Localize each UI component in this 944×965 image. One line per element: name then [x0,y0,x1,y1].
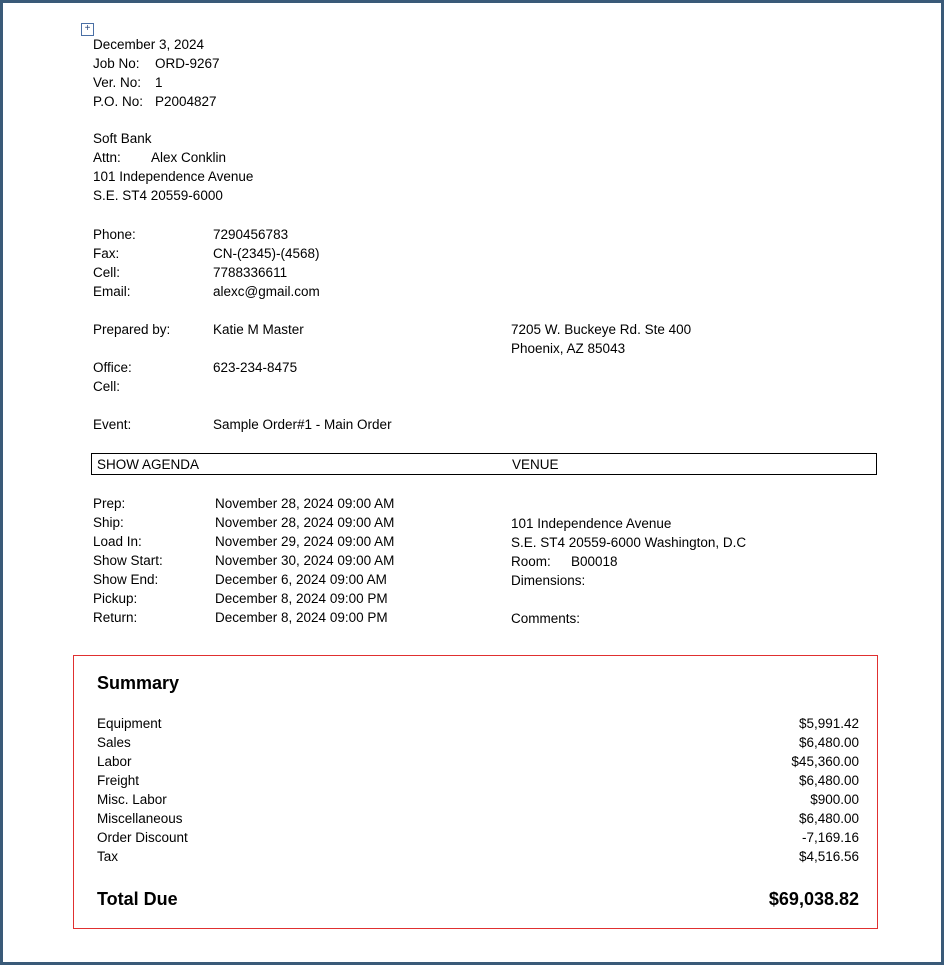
customer-address-block [93,129,253,205]
summary-label-sales: Sales [97,735,131,750]
agenda-showstart-value: November 30, 2024 09:00 AM [215,553,395,568]
attn-value: Alex Conklin [151,150,227,165]
prepared-spacer [93,339,304,358]
email-value: alexc@gmail.com [213,284,320,299]
summary-row-sales [97,733,859,752]
agenda-rows [93,494,394,627]
header-info-block [93,35,220,111]
phone-value: 7290456783 [213,227,289,242]
agenda-loadin-label: Load In: [93,534,142,549]
prepared-address-line1: 7205 W. Buckeye Rd. Ste 400 [511,322,692,337]
summary-label-order-discount: Order Discount [97,830,188,845]
agenda-showend-label: Show End: [93,572,159,587]
cell-row [93,263,320,282]
summary-row-labor [97,752,859,771]
agenda-venue-header-bar [91,453,877,475]
office-value: 623-234-8475 [213,360,298,375]
job-no-value: ORD-9267 [155,56,220,71]
summary-row-misc-labor [97,790,859,809]
contact-info-block [93,225,320,301]
venue-header: VENUE [512,457,559,472]
summary-amount-miscellaneous: $6,480.00 [798,811,859,826]
cell-label: Cell: [93,265,121,280]
summary-amount-tax: $4,516.56 [798,849,859,864]
ver-no-label: Ver. No: [93,75,142,90]
prepared-by-row [93,320,304,339]
summary-label-equipment: Equipment [97,716,162,731]
agenda-loadin-value: November 29, 2024 09:00 AM [215,534,395,549]
venue-dimensions-label: Dimensions: [511,573,586,588]
event-row [93,415,392,434]
agenda-pickup-label: Pickup: [93,591,138,606]
agenda-loadin-row [93,532,394,551]
agenda-pickup-row [93,589,394,608]
phone-label: Phone: [93,227,136,242]
summary-row-tax [97,847,859,866]
summary-label-tax: Tax [97,849,119,864]
email-label: Email: [93,284,131,299]
fax-row [93,244,320,263]
agenda-prep-row [93,494,394,513]
expand-toggle-icon[interactable]: + [81,23,94,36]
agenda-return-value: December 8, 2024 09:00 PM [215,610,388,625]
summary-amount-order-discount: -7,169.16 [801,830,859,845]
customer-address-line1: 101 Independence Avenue [93,169,254,184]
agenda-ship-label: Ship: [93,515,124,530]
agenda-showend-value: December 6, 2024 09:00 AM [215,572,387,587]
cell-value: 7788336611 [213,265,288,280]
customer-attn-row [93,148,253,167]
venue-room-row [511,552,746,571]
prepared-address-line2: Phoenix, AZ 85043 [511,341,626,356]
attn-label: Attn: [93,150,121,165]
office-row [93,358,304,377]
venue-comments-label: Comments: [511,611,581,626]
summary-row-freight [97,771,859,790]
summary-amount-labor: $45,360.00 [791,754,859,769]
venue-dimensions-row [511,571,746,590]
fax-label: Fax: [93,246,120,261]
summary-amount-equipment: $5,991.42 [798,716,859,731]
document-body [3,3,941,962]
summary-rows [97,714,859,866]
fax-value: CN-(2345)-(4568) [213,246,320,261]
summary-row-miscellaneous [97,809,859,828]
event-block [93,415,392,434]
venue-address-line1: 101 Independence Avenue [511,516,672,531]
summary-label-miscellaneous: Miscellaneous [97,811,183,826]
agenda-return-label: Return: [93,610,138,625]
job-no-label: Job No: [93,56,140,71]
customer-address-line2: S.E. ST4 20559-6000 [93,188,223,203]
venue-room-label: Room: [511,554,551,569]
prepared-by-label: Prepared by: [93,322,171,337]
prepared-by-value: Katie M Master [213,322,304,337]
po-no-row [93,92,220,111]
venue-details [511,514,746,628]
email-row [93,282,320,301]
ver-no-value: 1 [155,75,163,90]
po-no-label: P.O. No: [93,94,144,109]
agenda-showstart-row [93,551,394,570]
office-label: Office: [93,360,132,375]
phone-row [93,225,320,244]
venue-address-line2: S.E. ST4 20559-6000 Washington, D.C [511,535,747,550]
show-agenda-header: SHOW AGENDA [97,457,200,472]
agenda-return-row [93,608,394,627]
prepared-by-address [511,320,691,358]
summary-box [73,655,878,929]
venue-comments-row [511,609,746,628]
summary-amount-freight: $6,480.00 [798,773,859,788]
event-label: Event: [93,417,132,432]
summary-label-labor: Labor [97,754,132,769]
agenda-pickup-value: December 8, 2024 09:00 PM [215,591,388,606]
ver-no-row [93,73,220,92]
total-due-label: Total Due [97,889,178,909]
summary-row-equipment [97,714,859,733]
summary-amount-misc-labor: $900.00 [810,792,859,807]
customer-company: Soft Bank [93,131,152,146]
summary-label-misc-labor: Misc. Labor [97,792,167,807]
summary-row-order-discount [97,828,859,847]
agenda-showend-row [93,570,394,589]
prepared-by-block [93,320,304,396]
agenda-ship-row [93,513,394,532]
agenda-showstart-label: Show Start: [93,553,163,568]
summary-title: Summary [97,673,180,693]
agenda-prep-label: Prep: [93,496,126,511]
prepared-cell-row [93,377,304,396]
agenda-ship-value: November 28, 2024 09:00 AM [215,515,395,530]
total-due-amount: $69,038.82 [768,889,859,909]
venue-room-value: B00018 [571,554,618,569]
venue-spacer-1 [511,590,746,609]
job-no-row [93,54,220,73]
total-due-row [97,889,859,913]
document-date: December 3, 2024 [93,37,205,52]
summary-amount-sales: $6,480.00 [798,735,859,750]
prepared-cell-label: Cell: [93,379,121,394]
po-no-value: P2004827 [155,94,217,109]
agenda-prep-value: November 28, 2024 09:00 AM [215,496,395,511]
event-value: Sample Order#1 - Main Order [213,417,392,432]
summary-label-freight: Freight [97,773,140,788]
